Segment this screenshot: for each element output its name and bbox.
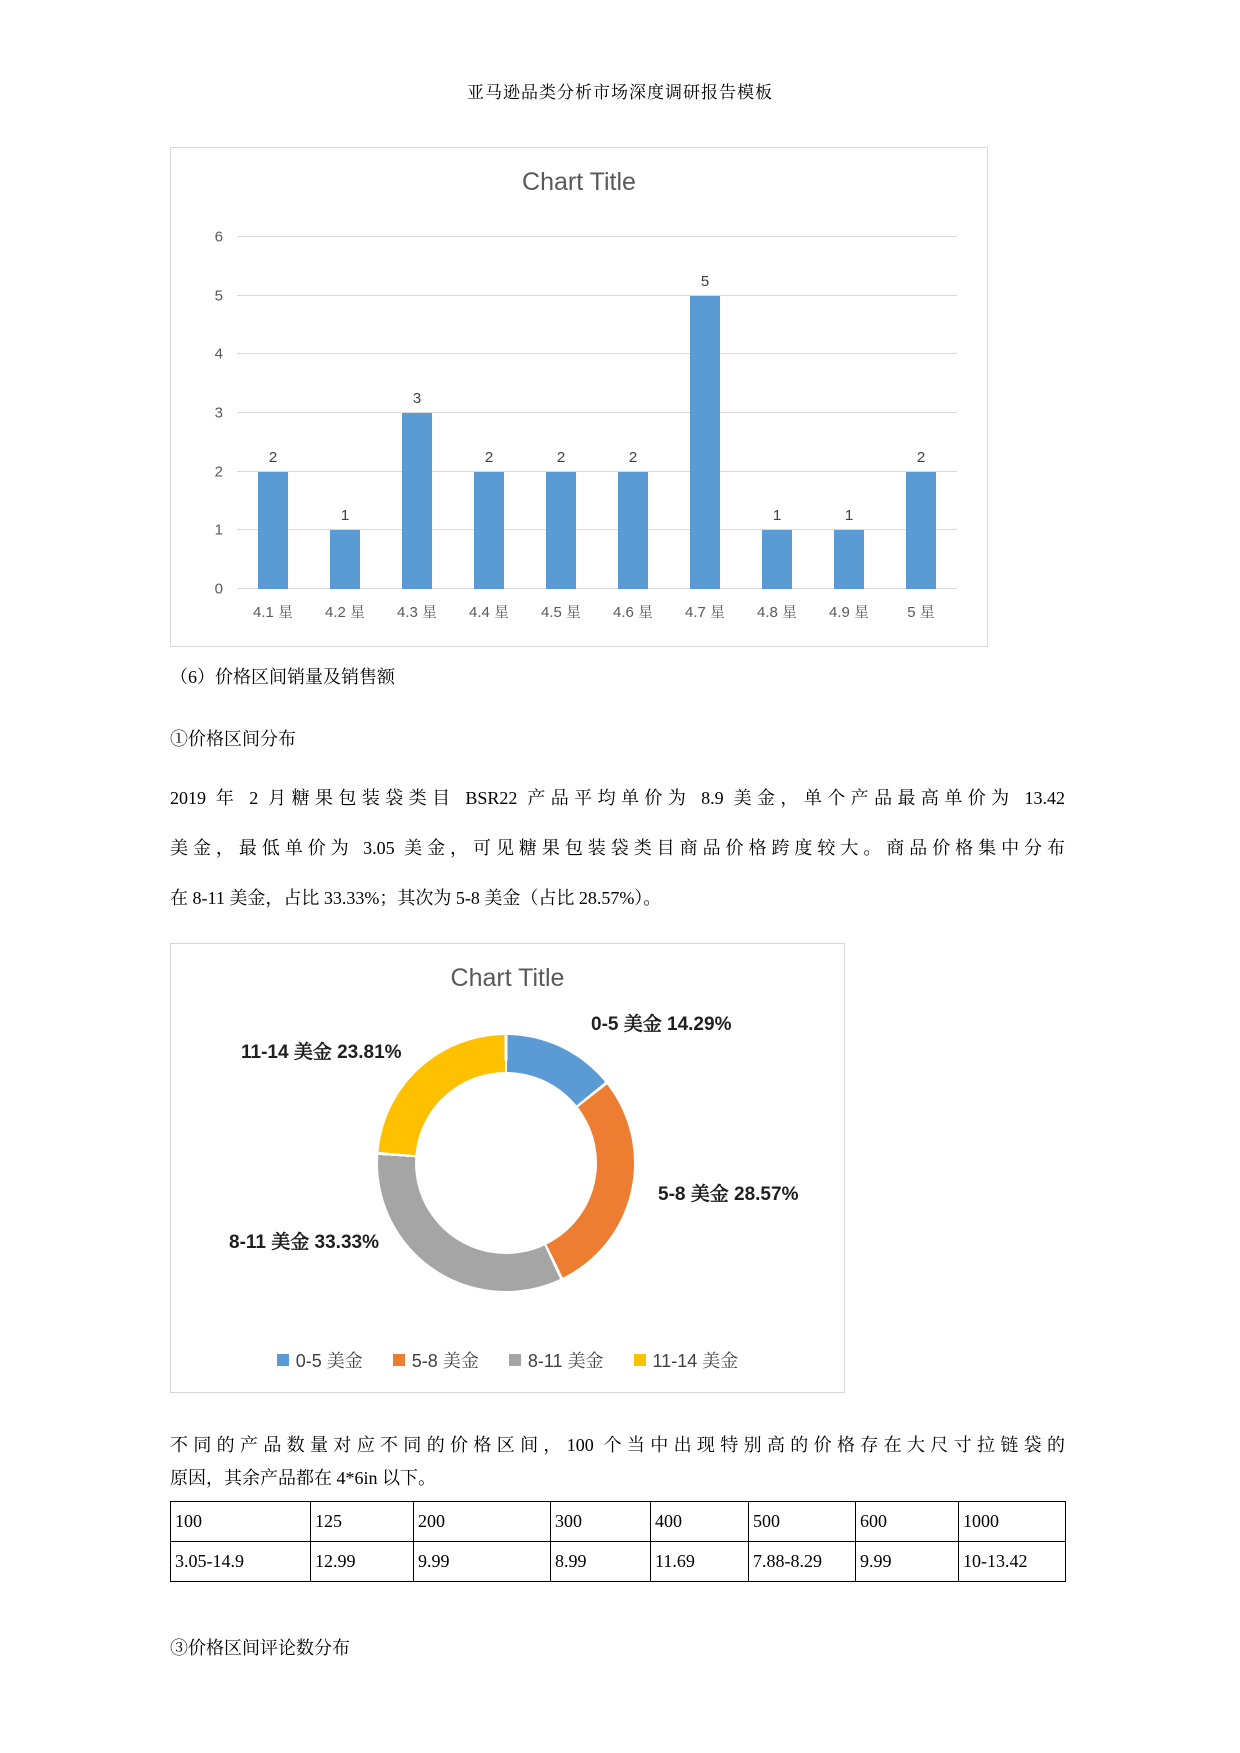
legend-label: 5-8 美金 (411, 1351, 479, 1371)
table-cell: 7.88-8.29 (749, 1542, 856, 1582)
paragraph-line: 原因，其余产品都在 4*6in 以下。 (170, 1468, 436, 1488)
x-axis-category-label: 5 星 (907, 604, 935, 621)
bar (330, 530, 360, 589)
x-axis-category-label: 4.2 星 (324, 604, 366, 621)
table-cell: 8.99 (551, 1542, 651, 1582)
document-header-title: 亚马逊品类分析市场深度调研报告模板 (467, 83, 773, 102)
bar-chart-x-axis (237, 601, 957, 622)
table-row (171, 1542, 1066, 1582)
bar (546, 472, 576, 589)
bar-cell (381, 237, 453, 589)
legend-swatch (393, 1354, 405, 1366)
bar-cell (597, 237, 669, 589)
bar-data-label: 3 (412, 390, 422, 407)
bar-chart (170, 147, 988, 647)
table-cell: 600 (856, 1502, 959, 1542)
price-table (170, 1501, 1066, 1582)
legend-swatch (509, 1354, 521, 1366)
bar-data-label: 2 (484, 448, 494, 466)
bar-data-label: 1 (340, 507, 350, 525)
donut-data-label-8-11: 8-11 美金 33.33% (229, 1232, 379, 1253)
bar-data-label: 1 (844, 507, 854, 525)
x-axis-category-label: 4.5 星 (540, 604, 582, 621)
y-axis-tick-label: 1 (214, 521, 223, 539)
donut-data-label-5-8: 5-8 美金 28.57% (658, 1184, 799, 1205)
y-axis-tick-label: 4 (214, 345, 223, 363)
bar (402, 413, 432, 589)
y-axis-tick-label: 0 (214, 580, 223, 598)
bar-cell (525, 237, 597, 589)
x-axis-category-label: 4.8 星 (756, 604, 798, 621)
x-axis-category-label: 4.6 星 (612, 604, 654, 621)
table-cell: 11.69 (651, 1542, 749, 1582)
table-cell: 300 (551, 1502, 651, 1542)
bar-data-label: 5 (700, 272, 710, 290)
legend-item (509, 1347, 604, 1373)
bottom-section-heading: ③价格区间评论数分布 (170, 1638, 350, 1658)
bar (474, 472, 504, 589)
bar-cell (453, 237, 525, 589)
table-cell: 200 (414, 1502, 551, 1542)
x-axis-category-label: 4.7 星 (684, 604, 726, 621)
paragraph-line: 2019 年 2 月糖果包装袋类目 BSR22 产品平均单价为 8.9 美金，单个产品最高单价为 13.42 (170, 788, 1065, 808)
subsection-heading: ①价格区间分布 (170, 729, 296, 749)
bar (762, 530, 792, 589)
table-row (171, 1502, 1066, 1542)
bar-cell (237, 237, 309, 589)
legend-swatch (277, 1354, 289, 1366)
bar-data-label: 2 (556, 448, 566, 466)
table-cell: 10-13.42 (959, 1542, 1066, 1582)
legend-label: 8-11 美金 (527, 1351, 604, 1371)
donut-chart-title: Chart Title (450, 964, 565, 992)
table-cell: 9.99 (414, 1542, 551, 1582)
bar-cell (813, 237, 885, 589)
legend-label: 0-5 美金 (295, 1351, 363, 1371)
bar (618, 472, 648, 589)
bar-data-label: 2 (268, 448, 278, 466)
bar-cell (885, 237, 957, 589)
bar-series (237, 237, 957, 589)
table-cell: 9.99 (856, 1542, 959, 1582)
x-axis-category-label: 4.3 星 (396, 604, 438, 621)
bar-cell (741, 237, 813, 589)
bar-data-label: 1 (772, 507, 782, 525)
bar (258, 472, 288, 589)
y-axis-tick-label: 5 (214, 287, 223, 305)
x-axis-category-label: 4.1 星 (252, 604, 294, 621)
legend-item (393, 1347, 479, 1373)
bar-cell (309, 237, 381, 589)
x-axis-category-label: 4.9 星 (828, 604, 870, 621)
bar (690, 296, 720, 589)
donut-data-label-0-5: 0-5 美金 14.29% (591, 1014, 732, 1035)
donut-legend (171, 1347, 844, 1373)
donut-chart (170, 943, 845, 1393)
bar-chart-title: Chart Title (522, 168, 636, 196)
legend-label: 11-14 美金 (652, 1351, 739, 1371)
table-cell: 500 (749, 1502, 856, 1542)
bar (906, 472, 936, 589)
table-cell: 100 (171, 1502, 311, 1542)
bar-chart-plot-area (214, 228, 957, 598)
paragraph-line: 美金，最低单价为 3.05 美金，可见糖果包装袋类目商品价格跨度较大。商品价格集中分布 (170, 838, 1065, 858)
bar (834, 530, 864, 589)
section-heading: （6）价格区间销量及销售额 (170, 667, 395, 687)
table-cell: 12.99 (311, 1542, 414, 1582)
paragraph-price-distribution (170, 773, 1065, 923)
table-cell: 125 (311, 1502, 414, 1542)
table-cell: 1000 (959, 1502, 1066, 1542)
legend-item (634, 1347, 739, 1373)
table-cell: 3.05-14.9 (171, 1542, 311, 1582)
bar-data-label: 2 (916, 448, 926, 466)
paragraph-line: 不同的产品数量对应不同的价格区间，100 个当中出现特别高的价格存在大尺寸拉链袋的 (170, 1435, 1065, 1455)
bar-cell (669, 237, 741, 589)
donut-hole (415, 1072, 597, 1254)
table-cell: 400 (651, 1502, 749, 1542)
y-axis-tick-label: 6 (214, 228, 223, 246)
donut-data-label-11-14: 11-14 美金 23.81% (241, 1042, 402, 1063)
y-axis-tick-label: 2 (214, 463, 223, 481)
paragraph-line: 在 8-11 美金，占比 33.33%；其次为 5-8 美金（占比 28.57%）。 (170, 888, 662, 908)
x-axis-category-label: 4.4 星 (468, 604, 510, 621)
legend-swatch (634, 1354, 646, 1366)
bar-data-label: 2 (628, 448, 638, 466)
y-axis-tick-label: 3 (214, 404, 223, 422)
paragraph-product-count (170, 1429, 1065, 1495)
legend-item (277, 1347, 363, 1373)
donut-plot-area (171, 995, 844, 1325)
